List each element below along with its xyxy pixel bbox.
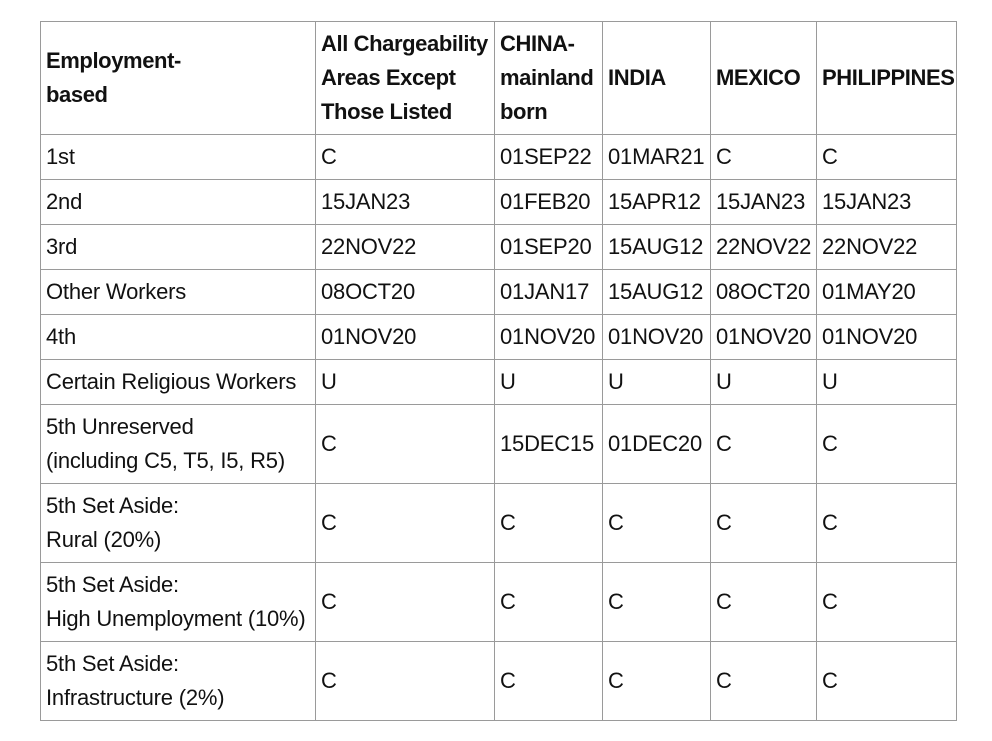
visa-bulletin-table <box>40 21 957 721</box>
table-cell: C <box>711 135 817 180</box>
table-cell: 01JAN17 <box>495 270 603 315</box>
row-label: 5th Unreserved (including C5, T5, I5, R5) <box>41 405 316 484</box>
table-cell: C <box>316 484 495 563</box>
table-cell: U <box>711 360 817 405</box>
row-label: 4th <box>41 315 316 360</box>
table-cell: C <box>817 642 957 721</box>
table-cell: C <box>603 642 711 721</box>
row-label: 5th Set Aside: Infrastructure (2%) <box>41 642 316 721</box>
header-china: CHINA- mainland born <box>495 22 603 135</box>
row-label: Other Workers <box>41 270 316 315</box>
table-cell: 01SEP20 <box>495 225 603 270</box>
table-cell: C <box>316 642 495 721</box>
row-label: Certain Religious Workers <box>41 360 316 405</box>
table-cell: 15JAN23 <box>711 180 817 225</box>
table-cell: C <box>817 135 957 180</box>
header-employment-based: Employment- based <box>41 22 316 135</box>
table-cell: 01NOV20 <box>603 315 711 360</box>
table-cell: C <box>495 563 603 642</box>
table-cell: U <box>495 360 603 405</box>
table-cell: C <box>316 405 495 484</box>
table-cell: 08OCT20 <box>711 270 817 315</box>
table-cell: 01MAR21 <box>603 135 711 180</box>
table-cell: 01NOV20 <box>711 315 817 360</box>
table-row <box>41 180 957 225</box>
table-cell: C <box>711 484 817 563</box>
header-all-chargeability: All Chargeability Areas Except Those Listed <box>316 22 495 135</box>
table-cell: 01NOV20 <box>817 315 957 360</box>
table-cell: 01SEP22 <box>495 135 603 180</box>
table-row <box>41 135 957 180</box>
table-cell: C <box>316 563 495 642</box>
table-cell: 15DEC15 <box>495 405 603 484</box>
table-row <box>41 563 957 642</box>
table-cell: 08OCT20 <box>316 270 495 315</box>
table-cell: 15AUG12 <box>603 270 711 315</box>
table-cell: 01DEC20 <box>603 405 711 484</box>
table-cell: C <box>316 135 495 180</box>
table-cell: C <box>817 405 957 484</box>
row-label: 2nd <box>41 180 316 225</box>
table-cell: 01NOV20 <box>495 315 603 360</box>
table-cell: U <box>817 360 957 405</box>
table-cell: 15AUG12 <box>603 225 711 270</box>
table-cell: C <box>495 484 603 563</box>
table-cell: 15APR12 <box>603 180 711 225</box>
table-row <box>41 360 957 405</box>
table-cell: 01NOV20 <box>316 315 495 360</box>
table-cell: 15JAN23 <box>817 180 957 225</box>
table-cell: C <box>711 563 817 642</box>
table-row <box>41 315 957 360</box>
table-row <box>41 270 957 315</box>
table-cell: C <box>603 484 711 563</box>
table-row <box>41 225 957 270</box>
table-cell: 01FEB20 <box>495 180 603 225</box>
table-cell: C <box>817 484 957 563</box>
table-cell: 22NOV22 <box>711 225 817 270</box>
table-cell: U <box>316 360 495 405</box>
table-cell: C <box>817 563 957 642</box>
table-cell: 01MAY20 <box>817 270 957 315</box>
table-cell: C <box>711 642 817 721</box>
table-row <box>41 484 957 563</box>
table-cell: 22NOV22 <box>316 225 495 270</box>
header-philippines: PHILIPPINES <box>817 22 957 135</box>
header-india: INDIA <box>603 22 711 135</box>
table-cell: C <box>603 563 711 642</box>
table-cell: U <box>603 360 711 405</box>
row-label: 5th Set Aside: High Unemployment (10%) <box>41 563 316 642</box>
table-cell: C <box>711 405 817 484</box>
table-row <box>41 642 957 721</box>
header-mexico: MEXICO <box>711 22 817 135</box>
row-label: 3rd <box>41 225 316 270</box>
table-cell: 15JAN23 <box>316 180 495 225</box>
table-cell: 22NOV22 <box>817 225 957 270</box>
table-row <box>41 405 957 484</box>
table-cell: C <box>495 642 603 721</box>
row-label: 1st <box>41 135 316 180</box>
row-label: 5th Set Aside: Rural (20%) <box>41 484 316 563</box>
header-row <box>41 22 957 135</box>
